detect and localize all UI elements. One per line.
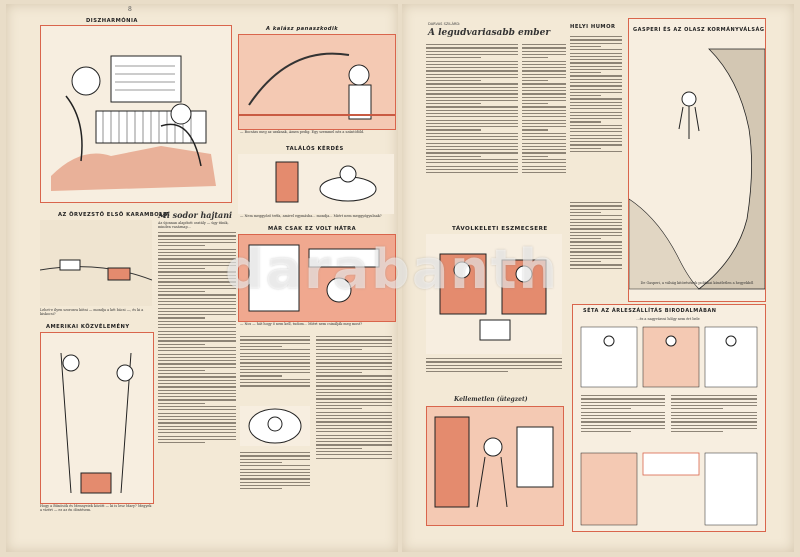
gasperi-frame bbox=[628, 18, 766, 302]
mar-csak-title: MÁR CSAK EZ VOLT HÁTRA bbox=[268, 226, 357, 232]
mar-csak-body-a bbox=[240, 334, 310, 404]
seta-body-b bbox=[671, 393, 757, 449]
kalasz-title: A kalász panaszkodik bbox=[266, 26, 339, 32]
helyi-humor-title: HELYI HUMOR bbox=[570, 24, 616, 30]
portrait-inset bbox=[240, 406, 310, 446]
mar-csak-body-b bbox=[316, 334, 392, 504]
page-number: 8 bbox=[128, 6, 132, 13]
helyi-humor-body-a bbox=[570, 34, 622, 194]
disharmonia-title: DISZHARMÓNIA bbox=[86, 18, 138, 24]
mar-csak-body-c bbox=[240, 450, 310, 506]
amerikai-cartoon bbox=[40, 332, 154, 504]
legszebb-title: A legudvariasabb ember bbox=[428, 28, 551, 38]
talalos-cartoon bbox=[238, 154, 394, 214]
watermark: darabanth bbox=[225, 238, 559, 301]
mi-sodor-lead: Az újonnan alapított osztály — úgy tűnik, minden vasárnap... bbox=[158, 221, 229, 229]
karambol-cartoon bbox=[40, 220, 152, 306]
tavolkeleti-body bbox=[426, 356, 562, 386]
legszebb-author: DARVAS SZILÁRD: bbox=[428, 22, 461, 26]
karambol-caption: Lehet-e ilyen szorosra kötni — mondja a két bácsi —, és ki a kiskocsi? bbox=[40, 308, 144, 317]
talalos-caption: — Nem meggyőző tréfa, amivel egymásba... mondja... Miért nem meggyógyulnak? bbox=[240, 214, 382, 218]
legszebb-col-2 bbox=[522, 42, 566, 218]
gasperi-title: GASPERI ÉS AZ OLASZ KORMÁNYVÁLSÁG bbox=[633, 27, 765, 33]
disharmonia-cartoon bbox=[40, 25, 232, 203]
kellemetlen-cartoon bbox=[426, 406, 564, 526]
seta-subtitle: ...és a nagyvárosi hölgy nem ért bele bbox=[636, 317, 700, 321]
amerikai-caption: Hogy a Bűnösök és Mennyeiek között — ki is lesz Mary? Megyek a vízért — ez az én döntésem. bbox=[40, 504, 152, 513]
legszebb-col-1 bbox=[426, 42, 518, 218]
gasperi-caption: De Gasperi, a válság kitörésének politikai kíméletlen a hegyekből bbox=[640, 281, 754, 285]
talalos-title: TALÁLÓS KÉRDÉS bbox=[286, 146, 344, 152]
amerikai-title: AMERIKAI KÖZVÉLEMÉNY bbox=[46, 324, 130, 330]
tavolkeleti-title: TÁVOLKELETI ESZMECSERE bbox=[452, 226, 548, 232]
karambol-title: AZ ÖRVEZSTŐ ELSŐ KARAMBOLJA bbox=[58, 212, 170, 218]
kellemetlen-title: Kellemetlen (ütegzet) bbox=[454, 396, 528, 403]
kalasz-caption: — Bocsáss meg az uraknak, Ámen pedig. Egy szemmel néz a szántóföld. bbox=[240, 130, 365, 134]
seta-frame bbox=[572, 304, 766, 532]
helyi-humor-body-b bbox=[570, 200, 622, 296]
seta-body-a bbox=[581, 393, 665, 449]
mi-sodor-title: Mi sodor hajtani bbox=[158, 210, 233, 220]
mar-csak-caption: — Nos — hát hogy ő nem kell, tudom... Miért nem csinálják meg most? bbox=[240, 322, 363, 326]
kalasz-cartoon bbox=[238, 34, 396, 130]
seta-title: SÉTA AZ ÁRLESZÁLLÍTÁS BIRODALMÁBAN bbox=[583, 308, 717, 314]
